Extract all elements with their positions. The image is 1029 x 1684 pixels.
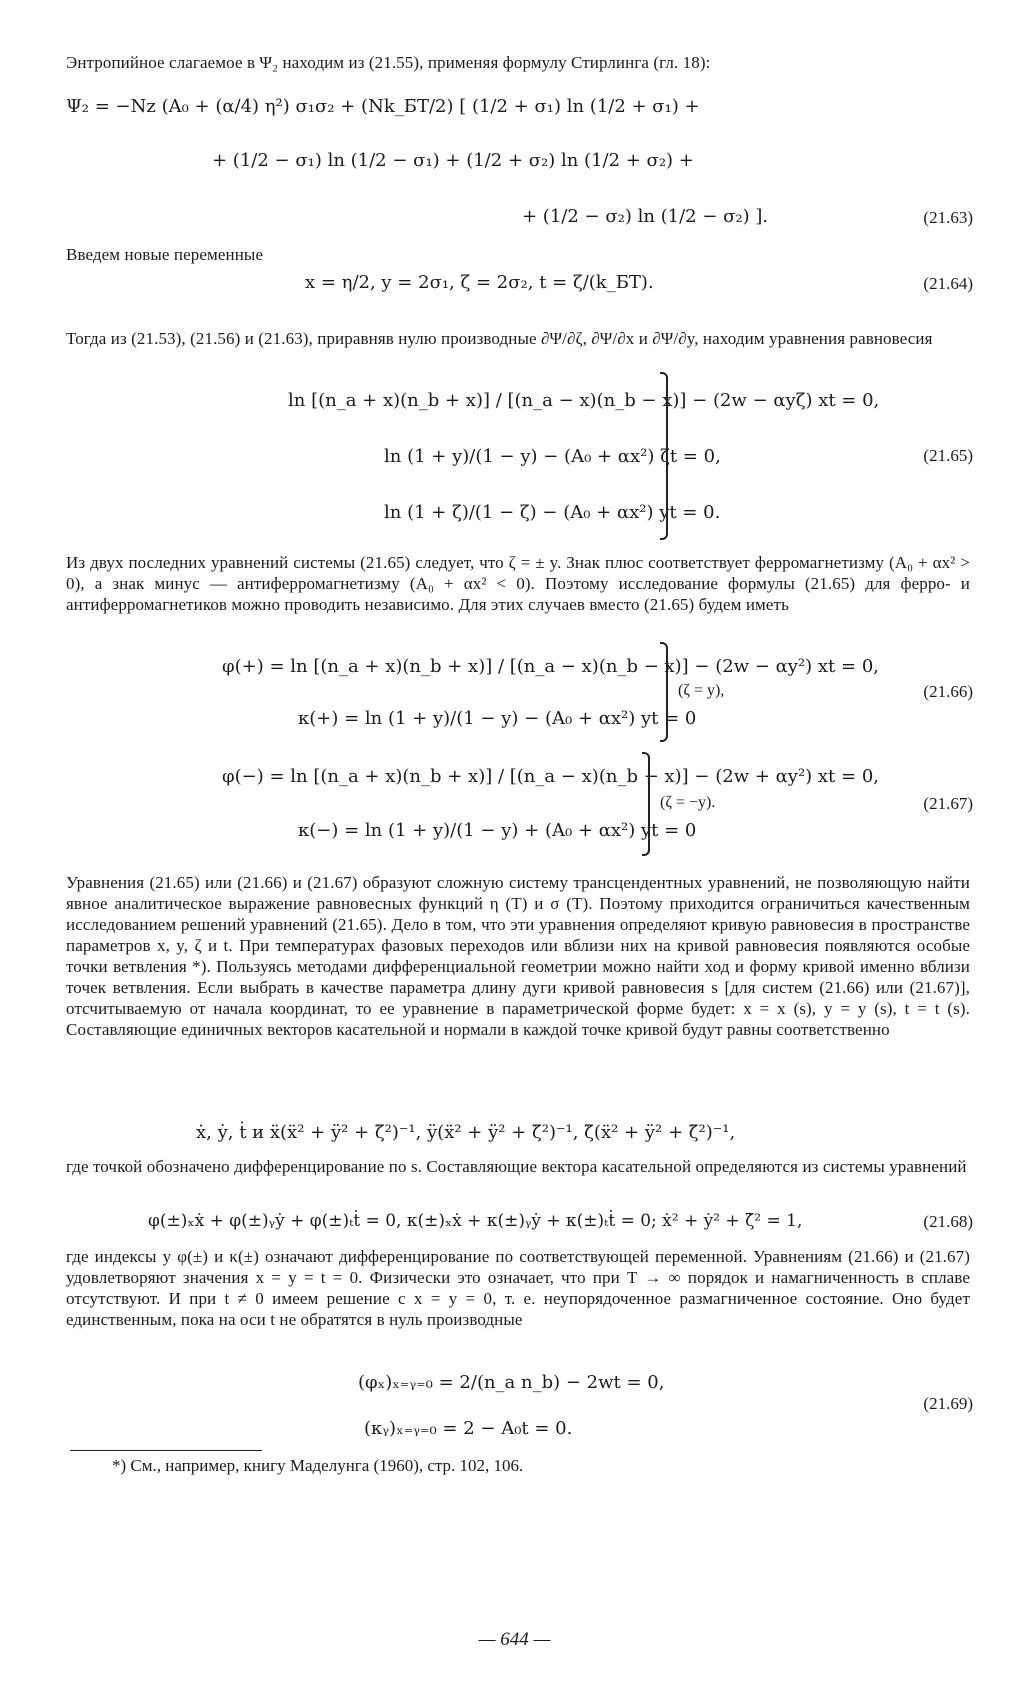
system-brace [660,372,668,540]
page-number: — 644 — [478,1629,551,1650]
equation-21-63-line2: + (1/2 − σ₁) ln (1/2 − σ₁) + (1/2 + σ₂) ln (1/2 + σ₂) + [212,150,694,171]
curve-paragraph: Уравнения (21.65) или (21.66) и (21.67) образуют сложную систему трансцендентных уравнений, не позволяющую найти явное аналитическое выражение равновесных функций η (T) и σ (T). Поэтому приходится ограничиться качественным исследованием решений уравнений (21.65). Дело в том, что эти уравнения определяют кривую равновесия в пространстве параметров x, y, ζ и t. При температурах фазовых переходов или вблизи них на кривой равновесия появляются особые точки ветвления *). Пользуясь методами дифференциальной геометрии можно найти ход и форму кривой именно вблизи точек ветвления. Если выбрать в качестве параметра длину дуги кривой равновесия s [для систем (21.66) или (21.67)], отсчитываемую от начала координат, то ее уравнение в параметрической форме будет: x = x (s), y = y (s), t = t (s). Составляющие единичных векторов касательной и нормали в каждой точке кривой будут равны соответственно [66,873,970,1039]
tangent-paragraph: где точкой обозначено дифференцирование по s. Составляющие вектора касательной определяются из системы уравнений [66,1157,967,1176]
equation-number: (21.66) [923,682,973,701]
equation-21-65-line1: ln [(n_a + x)(n_b + x)] / [(n_a − x)(n_b − x)] − (2w − αyζ) xt = 0, [288,390,880,411]
equation-number: (21.67) [923,794,973,813]
equation-21-67-line2: κ(−) = ln (1 + y)/(1 − y) + (A₀ + αx²) yt = 0 [298,820,697,841]
equation-number: (21.68) [923,1212,973,1231]
equation-21-66-line1: φ(+) = ln [(n_a + x)(n_b + x)] / [(n_a − x)(n_b − x)] − (2w − αy²) xt = 0, [222,656,879,677]
condition-zeta-plus: (ζ = y), [678,682,725,699]
equation-21-63-line1: Ψ₂ = −Nz (A₀ + (α/4) η²) σ₁σ₂ + (Nk_БT/2) [ (1/2 + σ₁) ln (1/2 + σ₁) + [66,96,700,117]
equation-number: (21.64) [923,274,973,293]
ferro-antiferro-paragraph: Из двух последних уравнений системы (21.65) следует, что ζ = ± y. Знак плюс соответствует ферромагнетизму (A₀ + αx² > 0), а знак минус — антиферромагнетизму (A₀ + αx² < 0). Поэтому исследование формулы (21.65) для ферро- и антиферромагнетиков можно проводить независимо. Для этих случаев вместо (21.65) будем иметь [66,553,970,614]
equation-21-64: x = η/2, y = 2σ₁, ζ = 2σ₂, t = ζ/(k_БT). [305,272,654,293]
system-brace [642,752,650,856]
intro-paragraph: Энтропийное слагаемое в Ψ₂ находим из (21.55), применяя формулу Стирлинга (гл. 18): [66,53,711,72]
tangent-normal-components: ẋ, ẏ, ṫ и ẍ(ẍ² + ÿ² + ζ̈²)⁻¹, ÿ(ẍ² + ÿ² + ζ̈²)⁻¹, ζ̈(ẍ² + ÿ² + ζ̈²)⁻¹, [196,1122,736,1143]
variables-intro: Введем новые переменные [66,245,264,264]
equation-21-65-line2: ln (1 + y)/(1 − y) − (A₀ + αx²) ζt = 0, [384,446,721,467]
equation-21-66-line2: κ(+) = ln (1 + y)/(1 − y) − (A₀ + αx²) yt = 0 [298,708,697,729]
equation-number: (21.65) [923,446,973,465]
equation-21-65-line3: ln (1 + ζ)/(1 − ζ) − (A₀ + αx²) yt = 0. [384,502,721,523]
system-brace [660,642,668,742]
footnote-rule [70,1450,262,1451]
condition-zeta-minus: (ζ = −y). [660,794,716,811]
equation-21-67-line1: φ(−) = ln [(n_a + x)(n_b + x)] / [(n_a − x)(n_b − x)] − (2w + αy²) xt = 0, [222,766,879,787]
equation-21-69-line2: (κᵧ)ₓ₌ᵧ₌₀ = 2 − A₀t = 0. [364,1418,573,1439]
equation-number: (21.63) [923,208,973,227]
solution-paragraph: где индексы у φ(±) и κ(±) означают дифференцирование по соответствующей переменной. Уравнениям (21.66) и (21.67) удовлетворяют значения x = y = t = 0. Физически это означает, что при T → ∞ порядок и намагниченность в сплаве отсутствуют. И при t ≠ 0 имеем решение с x = y = 0, т. е. неупорядоченное размагниченное состояние. Оно будет единственным, пока на оси t не обратятся в нуль производные [66,1247,970,1329]
equation-number: (21.69) [923,1394,973,1413]
equation-21-68: φ(±)ₓẋ + φ(±)ᵧẏ + φ(±)ₜṫ = 0, κ(±)ₓẋ + κ(±)ᵧẏ + κ(±)ₜṫ = 0; ẋ² + ẏ² + ζ̇² = 1, [148,1211,803,1231]
equation-21-63-line3: + (1/2 − σ₂) ln (1/2 − σ₂) ]. [522,206,769,227]
footnote: *) См., например, книгу Маделунга (1960), стр. 102, 106. [112,1456,524,1475]
equilibrium-paragraph: Тогда из (21.53), (21.56) и (21.63), приравняв нулю производные ∂Ψ/∂ζ, ∂Ψ/∂x и ∂Ψ/∂y, находим уравнения равновесия [66,329,933,348]
equation-21-69-line1: (φₓ)ₓ₌ᵧ₌₀ = 2/(n_a n_b) − 2wt = 0, [358,1372,665,1393]
